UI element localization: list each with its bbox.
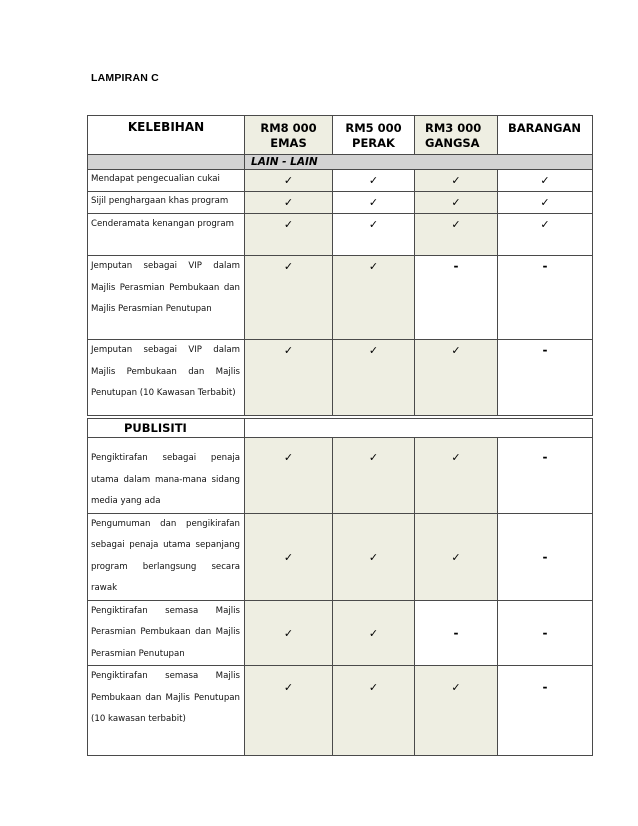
page-heading: LAMPIRAN C — [91, 72, 159, 84]
perak-amount: RM5 000 — [345, 121, 402, 135]
tick-icon: ✓ — [283, 218, 294, 231]
cell-gangsa — [415, 513, 498, 600]
cell-gangsa — [415, 170, 498, 192]
tick-icon: ✓ — [283, 550, 294, 564]
cell-perak — [333, 170, 415, 192]
benefit-text: Pengiktirafan semasa Majlis Perasmian Pembukaan dan Majlis Perasmian Penutupan — [88, 600, 245, 666]
header-kelebihan: KELEBIHAN — [88, 116, 245, 155]
cell-emas — [245, 256, 333, 340]
tick-icon: ✓ — [451, 344, 461, 357]
tick-icon: ✓ — [451, 681, 461, 694]
emas-amount: RM8 000 — [260, 121, 317, 135]
gangsa-name: GANGSA — [425, 136, 480, 150]
cell-emas — [245, 170, 333, 192]
table-row — [88, 600, 593, 666]
cell-gangsa — [415, 214, 498, 256]
cell-perak — [333, 256, 415, 340]
cell-emas — [245, 192, 333, 214]
cell-barangan — [498, 666, 593, 756]
header-gangsa — [415, 116, 498, 155]
tick-icon: ✓ — [368, 218, 379, 231]
tick-icon: ✓ — [283, 344, 294, 357]
tick-icon: ✓ — [283, 196, 294, 209]
table-row — [88, 256, 593, 340]
tick-icon: ✓ — [283, 260, 294, 273]
tick-icon: ✓ — [540, 218, 550, 231]
cell-gangsa — [415, 192, 498, 214]
dash-icon: - — [453, 259, 459, 273]
band-left — [88, 155, 245, 170]
cell-barangan — [498, 170, 593, 192]
gangsa-amount: RM3 000 — [425, 121, 482, 135]
cell-emas — [245, 513, 333, 600]
cell-gangsa — [415, 438, 498, 514]
table-row — [88, 340, 593, 416]
table-row — [88, 513, 593, 600]
cell-gangsa — [415, 600, 498, 666]
publicity-table — [87, 418, 593, 756]
cell-perak — [333, 340, 415, 416]
tick-icon: ✓ — [368, 681, 379, 694]
dash-icon: - — [453, 625, 459, 640]
header-emas — [245, 116, 333, 155]
tick-icon: ✓ — [283, 451, 294, 464]
tick-icon: ✓ — [451, 196, 461, 209]
cell-barangan — [498, 340, 593, 416]
dash-icon: - — [542, 259, 548, 273]
benefit-text: Pengiktirafan sebagai penaja utama dalam mana-mana sidang media yang ada — [88, 438, 245, 514]
dash-icon: - — [542, 343, 548, 357]
tick-icon: ✓ — [451, 451, 461, 464]
cell-emas — [245, 666, 333, 756]
tick-icon: ✓ — [368, 626, 379, 640]
tick-icon: ✓ — [540, 196, 550, 209]
cell-emas — [245, 600, 333, 666]
tick-icon: ✓ — [540, 174, 550, 187]
tick-icon: ✓ — [368, 344, 379, 357]
benefit-text: Cenderamata kenangan program — [88, 214, 245, 256]
tick-icon: ✓ — [368, 260, 379, 273]
tick-icon: ✓ — [368, 451, 379, 464]
tick-icon: ✓ — [368, 550, 379, 564]
cell-gangsa — [415, 256, 498, 340]
table-row — [88, 438, 593, 514]
cell-emas — [245, 214, 333, 256]
dash-icon: - — [542, 680, 548, 694]
cell-gangsa — [415, 666, 498, 756]
table-row — [88, 192, 593, 214]
table-row — [88, 214, 593, 256]
cell-perak — [333, 600, 415, 666]
cell-perak — [333, 214, 415, 256]
cell-barangan — [498, 192, 593, 214]
header-barangan — [498, 116, 593, 155]
section-band-lain-lain — [88, 155, 593, 170]
benefits-table — [87, 115, 593, 416]
cell-barangan — [498, 256, 593, 340]
table-row — [88, 170, 593, 192]
cell-gangsa — [415, 340, 498, 416]
publicity-header-blank — [245, 419, 593, 438]
header-perak — [333, 116, 415, 155]
benefit-text: Jemputan sebagai VIP dalam Majlis Perasmian Pembukaan dan Majlis Perasmian Penutupan — [88, 256, 245, 340]
benefit-text: Pengiktirafan semasa Majlis Pembukaan dan Majlis Penutupan (10 kawasan terbabit) — [88, 666, 245, 756]
cell-perak — [333, 192, 415, 214]
tick-icon: ✓ — [451, 550, 461, 564]
cell-perak — [333, 513, 415, 600]
barangan-label: BARANGAN — [508, 121, 582, 135]
cell-perak — [333, 438, 415, 514]
publicity-header-row — [88, 419, 593, 438]
cell-barangan — [498, 438, 593, 514]
tick-icon: ✓ — [451, 218, 461, 231]
emas-name: EMAS — [270, 136, 307, 150]
header-row — [88, 116, 593, 155]
publicity-title: PUBLISITI — [88, 419, 245, 438]
tick-icon: ✓ — [283, 681, 294, 694]
cell-barangan — [498, 214, 593, 256]
cell-perak — [333, 666, 415, 756]
cell-barangan — [498, 513, 593, 600]
tick-icon: ✓ — [451, 174, 461, 187]
tick-icon: ✓ — [368, 196, 379, 209]
dash-icon: - — [542, 549, 548, 564]
tick-icon: ✓ — [368, 174, 379, 187]
benefit-text: Sijil penghargaan khas program — [88, 192, 245, 214]
benefit-text: Mendapat pengecualian cukai — [88, 170, 245, 192]
cell-emas — [245, 438, 333, 514]
dash-icon: - — [542, 625, 548, 640]
benefit-text: Jemputan sebagai VIP dalam Majlis Pembukaan dan Majlis Penutupan (10 Kawasan Terbabit) — [88, 340, 245, 416]
benefit-text: Pengumuman dan pengikirafan sebagai penaja utama sepanjang program berlangsung secara rawak — [88, 513, 245, 600]
cell-emas — [245, 340, 333, 416]
cell-barangan — [498, 600, 593, 666]
dash-icon: - — [542, 450, 548, 464]
perak-name: PERAK — [352, 136, 395, 150]
band-label: LAIN - LAIN — [251, 156, 318, 168]
table-row — [88, 666, 593, 756]
tick-icon: ✓ — [283, 626, 294, 640]
tick-icon: ✓ — [283, 174, 294, 187]
band-label-cell — [245, 155, 593, 170]
